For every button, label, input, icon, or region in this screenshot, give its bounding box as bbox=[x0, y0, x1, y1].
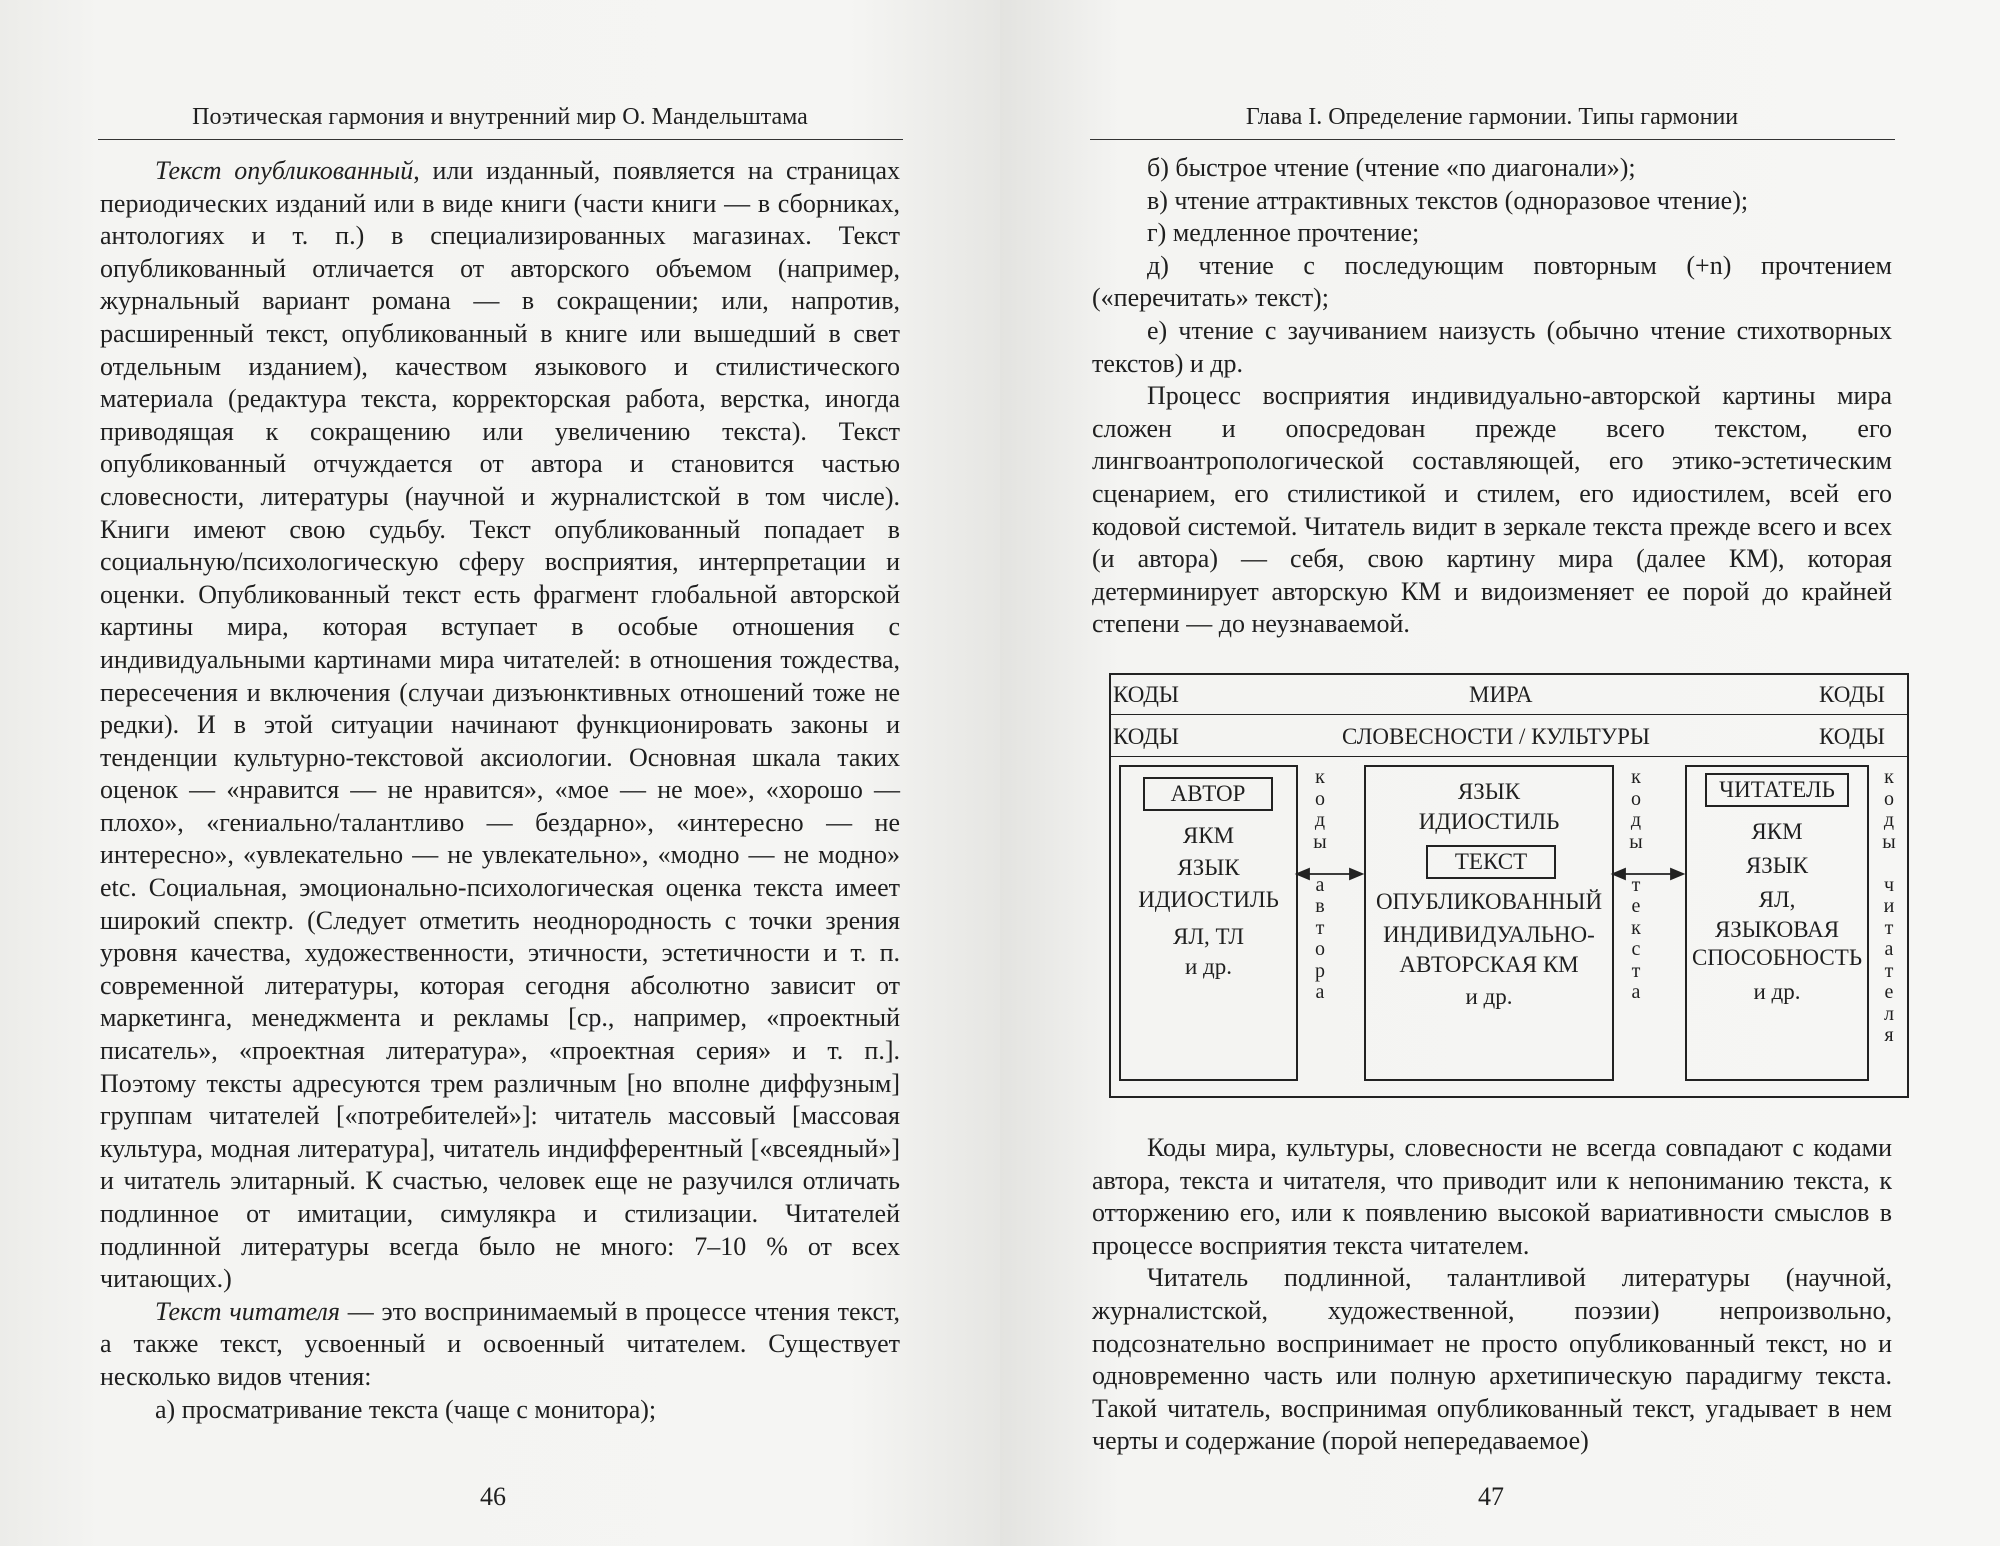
vertical-letter: ч bbox=[1883, 873, 1895, 896]
vertical-letter: а bbox=[1315, 981, 1325, 1003]
reader-line-6: и др. bbox=[1753, 979, 1801, 1004]
right-page bbox=[1000, 0, 2000, 1546]
diagram-arrows bbox=[1109, 673, 1909, 1098]
list-item-f: е) чтение с заучиванием наизусть (обычно чтение стихотворных текстов) и др. bbox=[1092, 315, 1892, 378]
reader-line-2: ЯЗЫК bbox=[1745, 853, 1809, 878]
vertical-letter: о bbox=[1884, 787, 1894, 810]
vertical-letter: т bbox=[1884, 959, 1894, 982]
author-line-1: ЯКМ bbox=[1182, 823, 1235, 848]
list-item-a: а) просматривание текста (чаще с монитора); bbox=[155, 1394, 657, 1424]
paragraph-published-text-body: , или изданный, появляется на страницах периодических изданий или в виде книги (части книги — в сборниках, антологиях и т. п.) в специализированных магазинах. Текст опубликованный отличается от авторского объемом (например, журнальный вариант романа — в сокращении; или, напротив, расширенный текст, опубликованный в книге или вышедший в свет отдельным изданием), качеством языкового и стилистического материала (редактура текста, корректорская работа, верстка, иногда приводящая к сокращению или увеличению текста). Текст опубликованный отчуждается от автора и становится частью словесности, литературы (научной и журналистской в том числе). Книги имеют свою судьбу. Текст опубликованный попадает в социальную/психологическую сферу восприятия, интерпретации и оценки. Опубликованный текст есть фрагмент глобальной авторской картины мира, которая вступает в особые отношения с индивидуальными картинами мира читателей: в отношения тождества, пересечения и включения (случаи дизъюнктивных отношений тоже не редки). И в этой ситуации начинают функционировать законы и тенденции культурно-текстовой аксиологии. Основная шкала таких оценок — «нравится — не нравится», «мое — не мое», «хорошо — плохо», «гениально/талантливо — бездарно», «интересно — не интересно», «увлекательно — не увлекательно», «модно — не модно» etc. Социальная, эмоционально-психологическая оценка текста имеет широкий спектр. (Следует отметить неоднородность с точки зрения уровня качества, художественности, этичности, эстетичности и т. п. современной литературы, которая сегодня абсолютно зависит от маркетинга, менеджмента и рекламы [ср., например, «проектный писатель», «проектная литература», «проектная серия» и т. п.]. Поэтому тексты адресуются трем различным [но вполне диффузным] группам читателей [«потребителей»]: читатель массовый [массовая культура, модная литература], читатель индифферентный [«всеядный»] и читатель элитарный. К счастью, человек еще не разучился отличать подлинное от имитации, симулякра и стилизации. Читателей подлинной литературы всегда было не много: 7–10 % от всех читающих.) bbox=[100, 156, 900, 1294]
culture-codes-left: КОДЫ bbox=[1113, 724, 1179, 749]
world-codes-left: КОДЫ bbox=[1113, 682, 1179, 707]
vertical-letter: и bbox=[1883, 895, 1895, 917]
term-reader-text: Текст читателя bbox=[155, 1296, 340, 1326]
vertical-letter: д bbox=[1314, 809, 1326, 831]
vertical-letter: а bbox=[1315, 873, 1325, 896]
vertical-letter: о bbox=[1315, 787, 1325, 810]
vertical-letter: е bbox=[1631, 895, 1641, 917]
vertical-letter: т bbox=[1631, 959, 1641, 982]
term-published-text: Текст опубликованный bbox=[155, 156, 414, 185]
vertical-letter: т bbox=[1315, 916, 1325, 939]
arrowhead-text-left bbox=[1350, 869, 1362, 879]
page-number-right: 47 bbox=[1478, 1482, 1504, 1511]
text-line-1: ОПУБЛИКОВАННЫЙ bbox=[1375, 889, 1603, 914]
paragraph-reader-text-body: — это воспринимаемый в процессе чтения текст, а также текст, усвоенный и освоенный читателем. Существует несколько видов чтения: bbox=[100, 1296, 900, 1391]
author-line-2: ЯЗЫК bbox=[1177, 855, 1240, 880]
codes-diagram bbox=[1109, 673, 1909, 1098]
paragraph-perception-process: Процесс восприятия индивидуально-авторской картины мира сложен и опосредован прежде всего текстом, его лингвоантропологической составляющей, его этико-эстетическим сценарием, его стилистикой и стилем, его идиостилем, всей его кодовой системой. Читатель видит в зеркале текста прежде всего и всех (и автора) — себя, свою картину мира (далее КМ), которая детерминирует авторскую КМ и видоизменяет ее порой до крайней степени — до неузнаваемой. bbox=[1092, 381, 1892, 639]
vertical-letter: к bbox=[1631, 766, 1641, 788]
reader-line-4: ЯЗЫКОВАЯ bbox=[1714, 917, 1840, 942]
right-body-text-top bbox=[1092, 152, 1892, 641]
running-head-right: Глава I. Определение гармонии. Типы гармонии bbox=[1245, 104, 1739, 130]
vertical-letter: к bbox=[1884, 766, 1894, 788]
world-codes-right: КОДЫ bbox=[1819, 682, 1885, 707]
vertical-letter: а bbox=[1884, 938, 1894, 960]
paragraph-reader-text bbox=[100, 1296, 900, 1394]
author-line-3: ИДИОСТИЛЬ bbox=[1138, 887, 1279, 912]
text-line-3: АВТОРСКАЯ КМ bbox=[1399, 952, 1579, 977]
running-head-left: Поэтическая гармония и внутренний мир О. Мандельштама bbox=[192, 104, 808, 130]
text-title: ТЕКСТ bbox=[1426, 845, 1556, 879]
vertical-letter: о bbox=[1315, 938, 1325, 960]
vertical-letter: е bbox=[1884, 981, 1894, 1003]
world-label: МИРА bbox=[1469, 682, 1533, 707]
reader-line-5: СПОСОБНОСТЬ bbox=[1691, 945, 1863, 970]
vertical-letter: о bbox=[1631, 787, 1641, 810]
author-title: АВТОР bbox=[1143, 777, 1273, 811]
left-body-text bbox=[100, 155, 900, 1426]
vertical-letter: в bbox=[1315, 895, 1325, 917]
paragraph-codes: Коды мира, культуры, словесности не всегда совпадают с кодами автора, текста и читателя, что приводит или к непониманию текста, к отторжению его, или к появлению высокой вариативности смыслов в процессе восприятия текста читателем. bbox=[1092, 1133, 1892, 1260]
list-item-d: г) медленное прочтение; bbox=[1147, 218, 1420, 248]
reader-title: ЧИТАТЕЛЬ bbox=[1705, 773, 1849, 807]
arrowhead-reader bbox=[1671, 869, 1683, 879]
author-line-4: ЯЛ, ТЛ bbox=[1173, 924, 1244, 949]
vertical-letter: д bbox=[1883, 809, 1895, 831]
reader-line-3: ЯЛ, bbox=[1758, 887, 1796, 912]
vertical-letter: к bbox=[1631, 916, 1641, 939]
vertical-letter: л bbox=[1884, 1002, 1894, 1025]
page-number-left: 46 bbox=[480, 1482, 506, 1511]
vertical-letter: ы bbox=[1629, 830, 1643, 853]
head-rule-right bbox=[1090, 139, 1895, 140]
vertical-letter: т bbox=[1631, 873, 1641, 896]
list-item-b: б) быстрое чтение (чтение «по диагонали»); bbox=[1147, 153, 1636, 182]
arrowhead-author bbox=[1297, 869, 1309, 879]
text-line-idiostyle: ИДИОСТИЛЬ bbox=[1418, 809, 1560, 834]
arrowhead-text-right bbox=[1613, 869, 1625, 879]
vertical-letter: я bbox=[1884, 1024, 1894, 1046]
reader-line-1: ЯКМ bbox=[1751, 819, 1803, 844]
head-rule-left bbox=[98, 139, 903, 140]
vertical-letter: р bbox=[1315, 959, 1325, 982]
vertical-letter: ы bbox=[1882, 830, 1896, 853]
paragraph-published-text bbox=[100, 155, 900, 1296]
vertical-letter: ы bbox=[1313, 830, 1327, 853]
vertical-letter: с bbox=[1631, 938, 1641, 960]
right-body-text-bottom bbox=[1092, 1132, 1892, 1458]
text-line-4: и др. bbox=[1465, 984, 1513, 1009]
vertical-letter: т bbox=[1884, 916, 1894, 939]
vertical-letter: д bbox=[1630, 809, 1642, 831]
text-line-2: ИНДИВИДУАЛЬНО- bbox=[1383, 922, 1595, 947]
culture-codes-right: КОДЫ bbox=[1819, 724, 1885, 749]
list-item-e: д) чтение с последующим повторным (+n) прочтением («перечитать» текст); bbox=[1092, 250, 1892, 313]
culture-label: СЛОВЕСНОСТИ / КУЛЬТУРЫ bbox=[1342, 724, 1650, 749]
text-line-language: ЯЗЫК bbox=[1457, 779, 1521, 804]
author-line-5: и др. bbox=[1184, 954, 1232, 979]
list-item-c: в) чтение аттрактивных текстов (одноразовое чтение); bbox=[1147, 185, 1749, 215]
vertical-letter: к bbox=[1315, 766, 1325, 788]
paragraph-reader: Читатель подлинной, талантливой литературы (научной, журналистской, художественной, поэзии) непроизвольно, подсознательно воспринимает не просто опубликованный текст, но и одновременно часть или полную архетипическую парадигму текста. Такой читатель, воспринимая опубликованный текст, угадывает в нем черты и содержание (порой непередаваемое) bbox=[1092, 1263, 1892, 1456]
vertical-letter: а bbox=[1631, 981, 1641, 1003]
